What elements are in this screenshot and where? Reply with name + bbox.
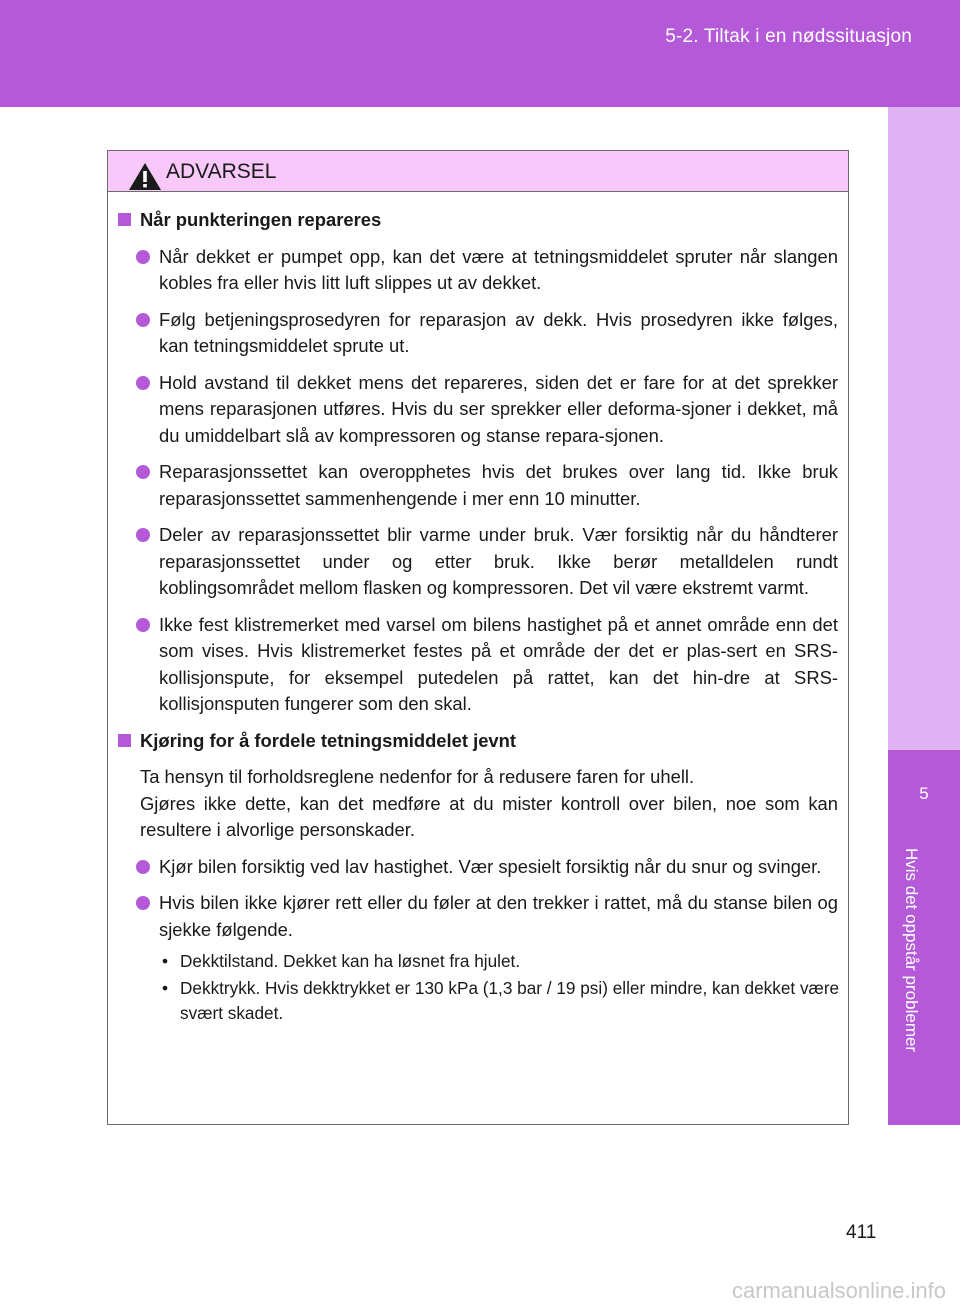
list-item-text: Reparasjonssettet kan overopphetes hvis det brukes over lang tid. Ikke bruk reparasjonssettet sammenhengende i mer enn 10 minutter. (159, 461, 838, 509)
list-item (116, 244, 840, 297)
check-item-text: Dekktrykk. Hvis dekktrykket er 130 kPa (1,3 bar / 19 psi) eller mindre, kan dekket være svært skadet. (180, 978, 840, 1023)
section-heading (116, 207, 840, 234)
list-item (116, 307, 840, 360)
page-number: 411 (846, 1222, 877, 1243)
section-title: 5-2. Tiltak i en nødssituasjon (665, 26, 912, 47)
header-band (0, 0, 960, 107)
check-item-text: Dekktilstand. Dekket kan ha løsnet fra hjulet. (180, 951, 521, 971)
bullet-dot-icon (136, 896, 150, 910)
chapter-tab (888, 750, 960, 1125)
small-bullet-icon: • (162, 951, 169, 971)
warning-box (107, 150, 849, 1125)
list-item (116, 890, 840, 943)
bullet-dot-icon (136, 465, 150, 479)
list-item-text: Kjør bilen forsiktig ved lav hastighet. Vær spesielt forsiktig når du snur og svinger. (159, 855, 822, 877)
check-item (162, 976, 840, 1026)
section-heading-text: Når punkteringen repareres (140, 209, 382, 230)
bullet-dot-icon (136, 250, 150, 264)
bullet-dot-icon (136, 618, 150, 632)
side-tab-background (888, 107, 960, 750)
list-item-text: Følg betjeningsprosedyren for reparasjon av dekk. Hvis prosedyren ikke følges, kan tetningsmiddelet sprute ut. (159, 308, 838, 356)
list-item (116, 459, 840, 512)
chapter-label: Hvis det oppstår problemer (902, 848, 921, 1053)
watermark: carmanualsonline.info (731, 1278, 946, 1303)
warning-title: ADVARSEL (166, 160, 277, 183)
check-item (162, 949, 840, 974)
list-item (116, 854, 840, 881)
chapter-number: 5 (919, 784, 929, 803)
warning-body (108, 192, 848, 1124)
list-item-text: Deler av reparasjonssettet blir varme under bruk. Vær forsiktig når du håndterer reparasjonssettet under og etter bruk. Ikke berør metalldelen rundt koblingsområdet mellom flasken og kompressoren. Det vil være ekstremt varmt. (159, 524, 838, 598)
intro-paragraph: Gjøres ikke dette, kan det medføre at du mister kontroll over bilen, noe som kan resultere i alvorlige personskader. (140, 792, 838, 840)
list-item-text: Når dekket er pumpet opp, kan det være at tetningsmiddelet spruter når slangen kobles fra eller hvis litt luft slippes ut av dekket. (159, 245, 838, 293)
square-bullet-icon (118, 734, 131, 747)
list-item (116, 370, 840, 450)
warning-triangle-icon (128, 161, 162, 191)
list-item-text: Ikke fest klistremerket med varsel om bilens hastighet på et annet område enn det som vises. Hvis klistremerket festes på et område der det er plas-sert en SRS-kollisjonspute, for eksempel putedelen på rattet, kan det hin-dre at SRS-kollisjonsputen fungerer som den skal. (159, 613, 838, 714)
small-bullet-icon: • (162, 978, 169, 998)
bullet-dot-icon (136, 528, 150, 542)
section-heading-text: Kjøring for å fordele tetningsmiddelet jevnt (140, 729, 517, 751)
section-heading (116, 728, 840, 755)
list-item-text: Hold avstand til dekket mens det repareres, siden det er fare for at det sprekker mens reparasjonen utføres. Hvis du ser sprekker eller deforma-sjoner i dekket, må du umiddelbart slå av kompressoren og stanse repara-sjonen. (159, 371, 838, 446)
bullet-dot-icon (136, 376, 150, 390)
warning-header (108, 151, 848, 192)
check-list (116, 949, 840, 1026)
bullet-dot-icon (136, 313, 150, 327)
list-item (116, 522, 840, 602)
intro-paragraph: Ta hensyn til forholdsreglene nedenfor for å redusere faren for uhell. (140, 766, 695, 787)
list-item (116, 612, 840, 718)
bullet-dot-icon (136, 860, 150, 874)
list-item-text: Hvis bilen ikke kjører rett eller du føler at den trekker i rattet, må du stanse bilen og sjekke følgende. (159, 892, 838, 940)
square-bullet-icon (118, 213, 131, 226)
